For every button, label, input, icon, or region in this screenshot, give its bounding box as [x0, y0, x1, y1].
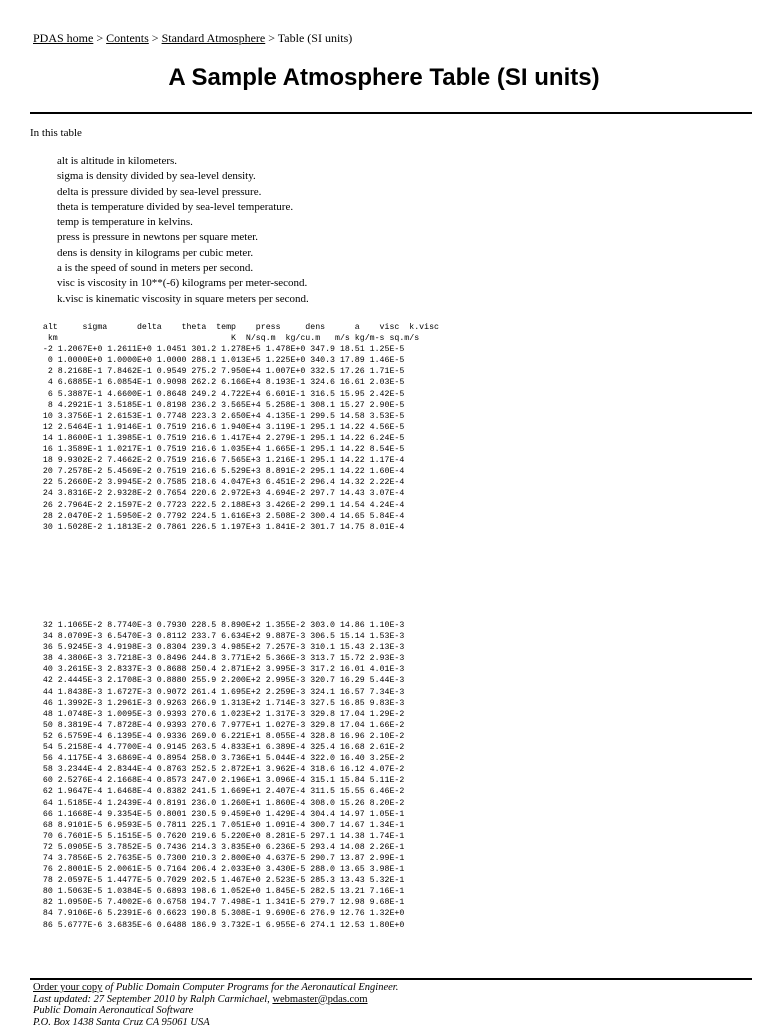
table-row: 36 5.9245E-3 4.9198E-3 0.8304 239.3 4.985E+2 7.257E-3 310.1 15.43 2.13E-3	[33, 643, 404, 652]
breadcrumb-separator: >	[149, 31, 162, 45]
table-row: 30 1.5028E-2 1.1813E-2 0.7861 226.5 1.197E+3 1.841E-2 301.7 14.75 8.01E-4	[33, 523, 404, 532]
table-row: 44 1.8438E-3 1.6727E-3 0.9072 261.4 1.695E+2 2.259E-3 324.1 16.57 7.34E-3	[33, 688, 404, 697]
table-row: 42 2.4445E-3 2.1708E-3 0.8880 255.9 2.200E+2 2.995E-3 320.7 16.29 5.44E-3	[33, 676, 404, 685]
definition-delta: delta is pressure divided by sea-level pressure.	[57, 185, 309, 200]
table-row: 58 3.2344E-4 2.8344E-4 0.8763 252.5 2.872E+1 3.962E-4 318.6 16.12 4.07E-2	[33, 765, 404, 774]
webmaster-email-link[interactable]: webmaster@pdas.com	[272, 994, 367, 1005]
bottom-divider	[30, 978, 752, 980]
table-row: 14 1.8600E-1 1.3985E-1 0.7519 216.6 1.417E+4 2.279E-1 295.1 14.22 6.24E-5	[33, 434, 404, 443]
table-row: 66 1.1668E-4 9.3354E-5 0.8001 230.5 9.459E+0 1.429E-4 304.4 14.97 1.05E-1	[33, 810, 404, 819]
table-row: 54 5.2158E-4 4.7700E-4 0.9145 263.5 4.833E+1 6.389E-4 325.4 16.68 2.61E-2	[33, 743, 404, 752]
table-row: 56 4.1175E-4 3.6869E-4 0.8954 258.0 3.736E+1 5.044E-4 322.0 16.40 3.25E-2	[33, 754, 404, 763]
table-row: 48 1.0748E-3 1.0095E-3 0.9393 270.6 1.023E+2 1.317E-3 329.8 17.04 1.29E-2	[33, 710, 404, 719]
page-title: A Sample Atmosphere Table (SI units)	[0, 62, 768, 94]
table-row: 78 2.0597E-5 1.4477E-5 0.7029 202.5 1.467E+0 2.523E-5 285.3 13.43 5.32E-1	[33, 876, 404, 885]
table-row: 80 1.5063E-5 1.0384E-5 0.6893 198.6 1.052E+0 1.845E-5 282.5 13.21 7.16E-1	[33, 887, 404, 896]
table-row: 72 5.0905E-5 3.7852E-5 0.7436 214.3 3.835E+0 6.236E-5 293.4 14.08 2.26E-1	[33, 843, 404, 852]
definition-sigma: sigma is density divided by sea-level density.	[57, 169, 309, 184]
definition-theta: theta is temperature divided by sea-level temperature.	[57, 200, 309, 215]
table-row: 20 7.2578E-2 5.4569E-2 0.7519 216.6 5.529E+3 8.891E-2 295.1 14.22 1.60E-4	[33, 467, 404, 476]
footer-org: Public Domain Aeronautical Software	[33, 1005, 398, 1017]
table-row: 4 6.6885E-1 6.0854E-1 0.9098 262.2 6.166E+4 8.193E-1 324.6 16.61 2.03E-5	[33, 378, 404, 387]
table-row: 40 3.2615E-3 2.8337E-3 0.8688 250.4 2.871E+2 3.995E-3 317.2 16.01 4.01E-3	[33, 665, 404, 674]
breadcrumb-link-standard-atmosphere[interactable]: Standard Atmosphere	[162, 31, 266, 45]
table-row: 86 5.6777E-6 3.6835E-6 0.6488 186.9 3.732E-1 6.955E-6 274.1 12.53 1.80E+0	[33, 921, 404, 930]
atmosphere-table-block-2	[33, 620, 404, 931]
definition-alt: alt is altitude in kilometers.	[57, 154, 309, 169]
table-row: 32 1.1065E-2 8.7740E-3 0.7930 228.5 8.890E+2 1.355E-2 303.0 14.86 1.10E-3	[33, 621, 404, 630]
table-row: 28 2.0470E-2 1.5950E-2 0.7792 224.5 1.616E+3 2.508E-2 300.4 14.65 5.84E-4	[33, 512, 404, 521]
definition-a: a is the speed of sound in meters per second.	[57, 261, 309, 276]
table-row: 8 4.2921E-1 3.5185E-1 0.8198 236.2 3.565E+4 5.258E-1 308.1 15.27 2.90E-5	[33, 401, 404, 410]
table-row: 82 1.0950E-5 7.4002E-6 0.6758 194.7 7.498E-1 1.341E-5 279.7 12.98 9.68E-1	[33, 898, 404, 907]
table-row: -2 1.2067E+0 1.2611E+0 1.0451 301.2 1.278E+5 1.478E+0 347.9 18.51 1.25E-5	[33, 345, 404, 354]
atmosphere-table-block-1	[33, 322, 439, 533]
footer-order-line	[33, 982, 398, 994]
table-row: 18 9.9302E-2 7.4662E-2 0.7519 216.6 7.565E+3 1.216E-1 295.1 14.22 1.17E-4	[33, 456, 404, 465]
footer-updated-text: Last updated: 27 September 2010 by Ralph Carmichael,	[33, 994, 272, 1005]
definition-dens: dens is density in kilograms per cubic meter.	[57, 246, 309, 261]
table-header-row: alt sigma delta theta temp press dens a visc k.visc	[33, 323, 439, 332]
table-row: 60 2.5276E-4 2.1668E-4 0.8573 247.0 2.196E+1 3.096E-4 315.1 15.84 5.11E-2	[33, 776, 404, 785]
footer-address: P.O. Box 1438 Santa Cruz CA 95061 USA	[33, 1017, 398, 1028]
table-row: 76 2.8001E-5 2.0061E-5 0.7164 206.4 2.033E+0 3.430E-5 288.0 13.65 3.98E-1	[33, 865, 404, 874]
table-row: 70 6.7601E-5 5.1515E-5 0.7620 219.6 5.220E+0 8.281E-5 297.1 14.38 1.74E-1	[33, 832, 404, 841]
table-row: 2 8.2168E-1 7.8462E-1 0.9549 275.2 7.950E+4 1.007E+0 332.5 17.26 1.71E-5	[33, 367, 404, 376]
top-divider	[30, 112, 752, 114]
table-row: 34 8.0709E-3 6.5470E-3 0.8112 233.7 6.634E+2 9.887E-3 306.5 15.14 1.53E-3	[33, 632, 404, 641]
breadcrumb-current: Table (SI units)	[278, 31, 352, 45]
table-row: 26 2.7964E-2 2.1597E-2 0.7723 222.5 2.188E+3 3.426E-2 299.1 14.54 4.24E-4	[33, 501, 404, 510]
table-row: 22 5.2660E-2 3.9945E-2 0.7585 218.6 4.047E+3 6.451E-2 296.4 14.32 2.22E-4	[33, 478, 404, 487]
breadcrumb-link-contents[interactable]: Contents	[106, 31, 149, 45]
table-units-row: km K N/sq.m kg/cu.m m/s kg/m-s sq.m/s	[33, 334, 419, 343]
order-copy-link[interactable]: Order your copy	[33, 982, 102, 993]
table-row: 0 1.0000E+0 1.0000E+0 1.0000 288.1 1.013E+5 1.225E+0 340.3 17.89 1.46E-5	[33, 356, 404, 365]
breadcrumb-separator: >	[93, 31, 106, 45]
definition-kvisc: k.visc is kinematic viscosity in square meters per second.	[57, 292, 309, 307]
table-row: 24 3.8316E-2 2.9328E-2 0.7654 220.6 2.972E+3 4.694E-2 297.7 14.43 3.07E-4	[33, 489, 404, 498]
table-row: 62 1.9647E-4 1.6468E-4 0.8382 241.5 1.669E+1 2.407E-4 311.5 15.55 6.46E-2	[33, 787, 404, 796]
table-row: 52 6.5759E-4 6.1395E-4 0.9336 269.0 6.221E+1 8.055E-4 328.8 16.96 2.10E-2	[33, 732, 404, 741]
definition-visc: visc is viscosity in 10**(-6) kilograms per meter-second.	[57, 276, 309, 291]
table-row: 12 2.5464E-1 1.9146E-1 0.7519 216.6 1.940E+4 3.119E-1 295.1 14.22 4.56E-5	[33, 423, 404, 432]
footer-order-text: of Public Domain Computer Programs for the Aeronautical Engineer.	[102, 982, 398, 993]
table-row: 74 3.7856E-5 2.7635E-5 0.7300 210.3 2.800E+0 4.637E-5 290.7 13.87 2.99E-1	[33, 854, 404, 863]
footer	[33, 982, 398, 1028]
table-row: 64 1.5185E-4 1.2439E-4 0.8191 236.0 1.260E+1 1.860E-4 308.0 15.26 8.20E-2	[33, 799, 404, 808]
breadcrumb-link-home[interactable]: PDAS home	[33, 31, 93, 45]
footer-updated-line	[33, 994, 398, 1006]
table-row: 10 3.3756E-1 2.6153E-1 0.7748 223.3 2.650E+4 4.135E-1 299.5 14.58 3.53E-5	[33, 412, 404, 421]
intro-text: In this table	[30, 126, 82, 140]
table-row: 46 1.3992E-3 1.2961E-3 0.9263 266.9 1.313E+2 1.714E-3 327.5 16.85 9.83E-3	[33, 699, 404, 708]
table-row: 16 1.3589E-1 1.0217E-1 0.7519 216.6 1.035E+4 1.665E-1 295.1 14.22 8.54E-5	[33, 445, 404, 454]
table-row: 50 8.3819E-4 7.8728E-4 0.9393 270.6 7.977E+1 1.027E-3 329.8 17.04 1.66E-2	[33, 721, 404, 730]
table-row: 6 5.3887E-1 4.6600E-1 0.8648 249.2 4.722E+4 6.601E-1 316.5 15.95 2.42E-5	[33, 390, 404, 399]
definition-press: press is pressure in newtons per square meter.	[57, 230, 309, 245]
definition-temp: temp is temperature in kelvins.	[57, 215, 309, 230]
table-row: 84 7.9106E-6 5.2391E-6 0.6623 190.8 5.308E-1 9.690E-6 276.9 12.76 1.32E+0	[33, 909, 404, 918]
table-row: 68 8.9101E-5 6.9593E-5 0.7811 225.1 7.051E+0 1.091E-4 300.7 14.67 1.34E-1	[33, 821, 404, 830]
table-row: 38 4.3806E-3 3.7218E-3 0.8496 244.8 3.771E+2 5.366E-3 313.7 15.72 2.93E-3	[33, 654, 404, 663]
definition-list	[57, 154, 309, 307]
breadcrumb-separator: >	[265, 31, 278, 45]
breadcrumb	[33, 30, 352, 46]
